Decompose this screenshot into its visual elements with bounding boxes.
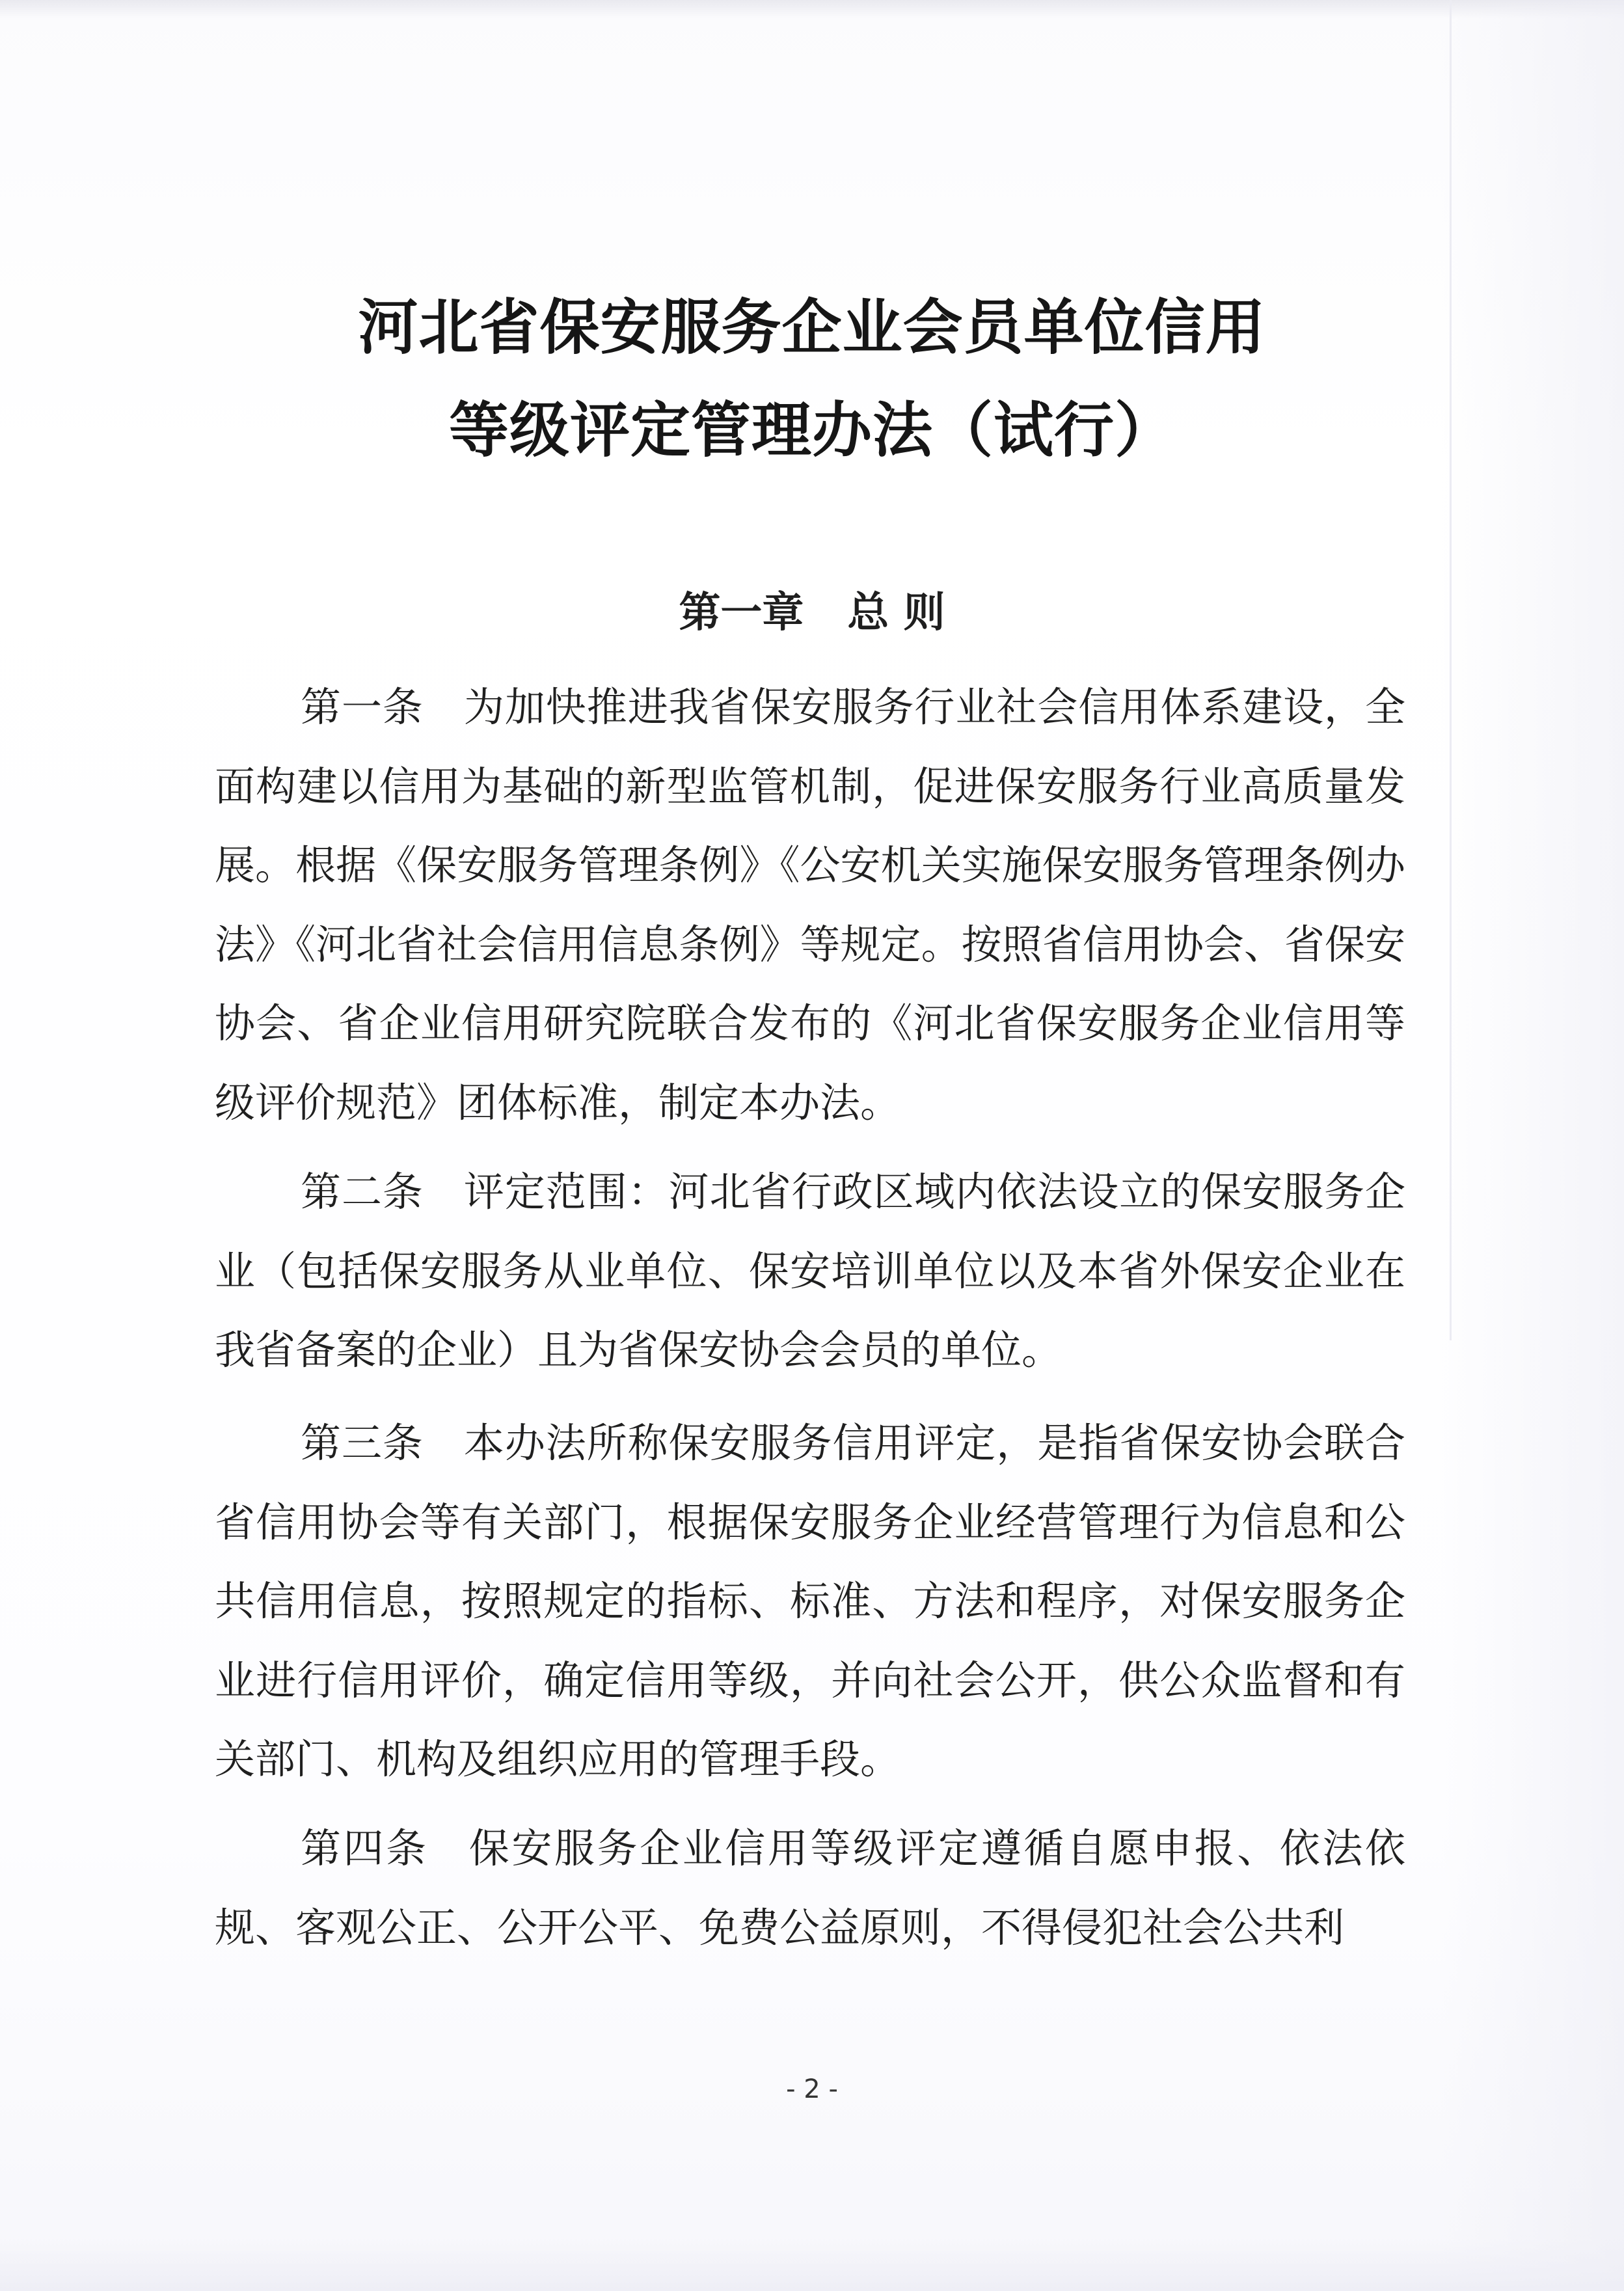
chapter-heading: 第一章 总 则 xyxy=(679,589,945,637)
article-4 xyxy=(215,1809,1405,1967)
article-2 xyxy=(215,1152,1405,1390)
article-number: 第三条 xyxy=(301,1419,424,1467)
scan-bottom-band xyxy=(0,2238,1624,2291)
article-number: 第四条 xyxy=(301,1824,429,1872)
article-text: 本办法所称保安服务信用评定，是指省保安协会联合省信用协会等有关部门，根据保安服务企业经营管理行为信息和公共信用信息，按照规定的指标、标准、方法和程序，对保安服务企业进行信用评价，确定信用等级，并向社会公开，供公众监督和有关部门、机构及组织应用的管理手段。 xyxy=(215,1419,1405,1783)
page-number: - 2 - xyxy=(786,2074,838,2104)
article-number: 第一条 xyxy=(301,683,424,731)
article-number: 第二条 xyxy=(301,1168,424,1215)
article-text: 保安服务企业信用等级评定遵循自愿申报、依法依规、客观公正、公开公平、免费公益原则，不得侵犯社会公共利 xyxy=(215,1824,1405,1951)
scan-top-edge xyxy=(0,0,1624,18)
scan-fold-line xyxy=(1450,0,1452,1340)
document-title-line-2: 等级评定管理办法（试行） xyxy=(448,395,1175,465)
article-1 xyxy=(215,668,1405,1142)
article-text: 评定范围：河北省行政区域内依法设立的保安服务企业（包括保安服务从业单位、保安培训单位以及本省外保安企业在我省备案的企业）且为省保安协会会员的单位。 xyxy=(215,1168,1405,1374)
document-title-line-1: 河北省保安服务企业会员单位信用 xyxy=(358,292,1266,362)
article-text: 为加快推进我省保安服务行业社会信用体系建设，全面构建以信用为基础的新型监管机制，促进保安服务行业高质量发展。根据《保安服务管理条例》《公安机关实施保安服务管理条例办法》《河北省社会信用信息条例》等规定。按照省信用协会、省保安协会、省企业信用研究院联合发布的《河北省保安服务企业信用等级评价规范》团体标准，制定本办法。 xyxy=(215,683,1405,1126)
article-3 xyxy=(215,1403,1405,1799)
